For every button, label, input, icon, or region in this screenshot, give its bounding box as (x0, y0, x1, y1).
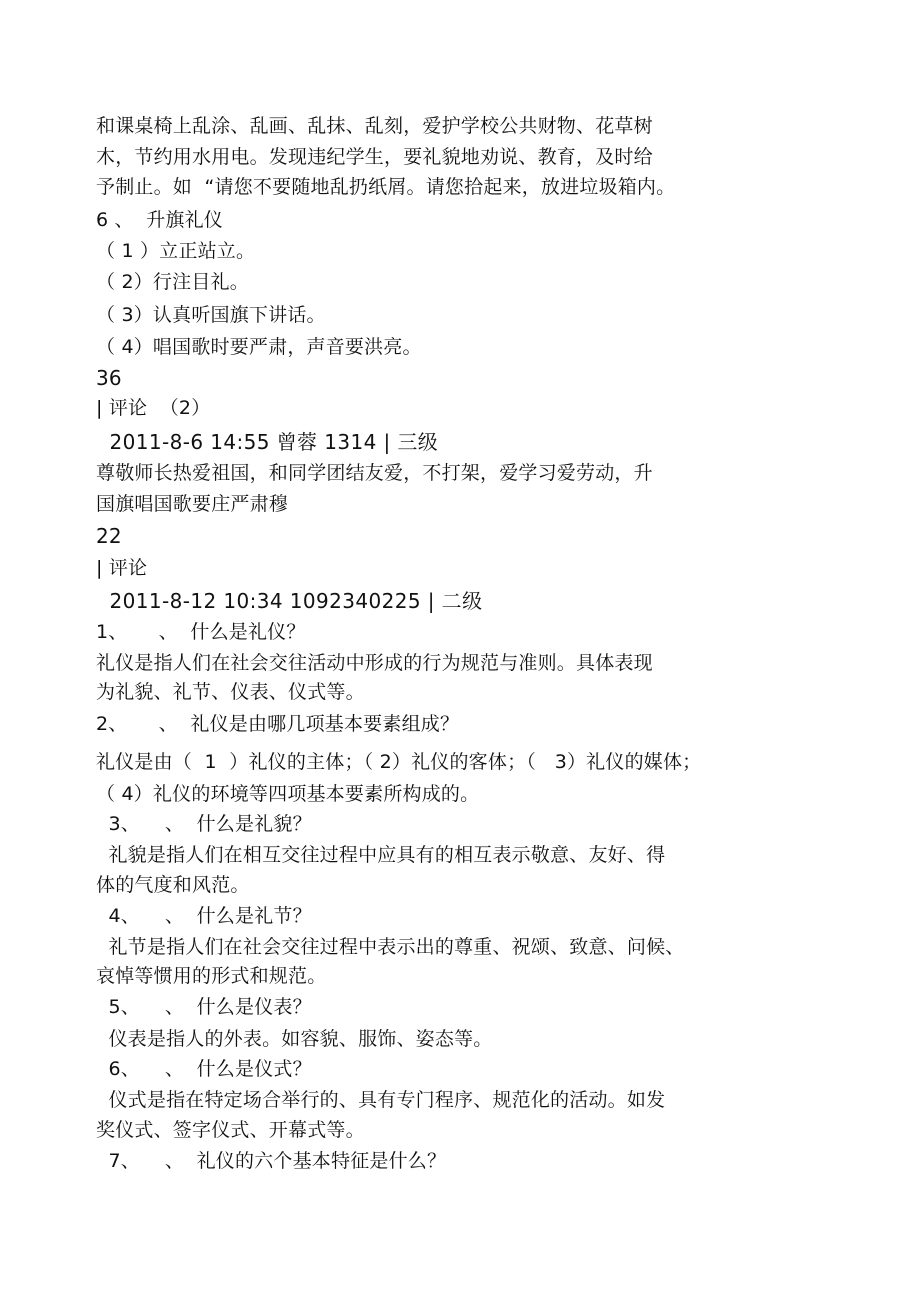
text-line: 礼仪是指人们在社会交往活动中形成的行为规范与准则。具体表现 (96, 652, 653, 674)
question-line: 1、 、 什么是礼仪？ (96, 621, 306, 643)
question-line: 3、 、 什么是礼貌？ (96, 813, 312, 835)
question-line: 7、 、 礼仪的六个基本特征是什么？ (96, 1150, 447, 1172)
text-line: 奖仪式、签字仪式、开幕式等。 (96, 1119, 365, 1141)
text-line: 礼仪是由（ 1 ）礼仪的主体；（ 2）礼仪的客体；（ 3）礼仪的媒体； (96, 751, 702, 773)
section-heading: 6 、 升旗礼仪 (96, 209, 224, 231)
comment-link: | 评论 （2） (96, 397, 211, 419)
text-line: 木，节约用水用电。发现违纪学生，要礼貌地劝说、教育，及时给 (96, 146, 653, 168)
text-line: 礼节是指人们在社会交往过程中表示出的尊重、祝颂、致意、问候、 (96, 936, 685, 958)
text-line: 尊敬师长热爱祖国，和同学团结友爱，不打架，爱学习爱劳动，升 (96, 462, 653, 484)
text-line: 仪表是指人的外表。如容貌、服饰、姿态等。 (96, 1028, 493, 1050)
question-line: 6、 、 什么是仪式？ (96, 1058, 312, 1080)
text-line: 体的气度和风范。 (96, 874, 250, 896)
text-line: 国旗唱国歌要庄严肃穆 (96, 493, 289, 515)
text-line: 仪式是指在特定场合举行的、具有专门程序、规范化的活动。如发 (96, 1089, 666, 1111)
text-line: 为礼貌、礼节、仪表、仪式等。 (96, 681, 365, 703)
text-line: 予制止。如 “请您不要随地乱扔纸屑。请您拾起来，放进垃圾箱内。 (96, 176, 676, 198)
question-line: 2、 、 礼仪是由哪几项基本要素组成？ (96, 713, 460, 735)
list-item: （ 1 ）立正站立。 (96, 240, 256, 262)
text-line: （ 4）礼仪的环境等四项基本要素所构成的。 (96, 783, 480, 805)
comment-link: | 评论 (96, 557, 148, 579)
vote-count: 22 (96, 524, 122, 548)
list-item: （ 4）唱国歌时要严肃，声音要洪亮。 (96, 336, 422, 358)
answer-meta: 2011-8-6 14:55 曾蓉 1314 | 三级 (96, 430, 439, 454)
list-item: （ 3）认真听国旗下讲话。 (96, 304, 326, 326)
list-item: （ 2）行注目礼。 (96, 271, 249, 293)
text-line: 哀悼等惯用的形式和规范。 (96, 965, 327, 987)
question-line: 4、 、 什么是礼节？ (96, 905, 312, 927)
question-line: 5、 、 什么是仪表？ (96, 996, 312, 1018)
vote-count: 36 (96, 366, 122, 390)
text-line: 和课桌椅上乱涂、乱画、乱抹、乱刻，爱护学校公共财物、花草树 (96, 115, 653, 137)
text-line: 礼貌是指人们在相互交往过程中应具有的相互表示敬意、友好、得 (96, 844, 666, 866)
answer-meta: 2011-8-12 10:34 1092340225 | 二级 (96, 589, 483, 613)
